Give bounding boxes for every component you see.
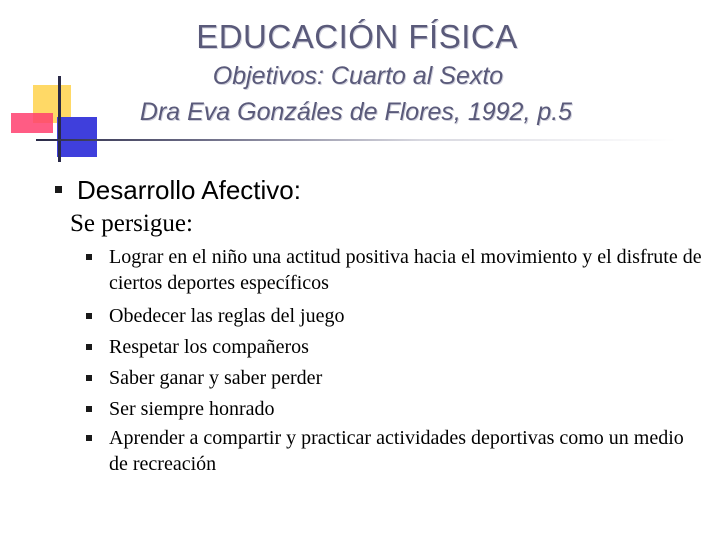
list-item	[86, 244, 706, 296]
square-bullet-icon	[86, 375, 92, 381]
slide-title: EDUCACIÓN FÍSICA	[196, 18, 518, 55]
list-item	[86, 332, 706, 363]
section-heading: Desarrollo Afectivo:	[77, 175, 301, 205]
objectives-list	[86, 244, 706, 482]
list-item-text: Aprender a compartir y practicar actividades deportivas como un medio de recreación	[109, 427, 684, 475]
intro-text: Se persigue:	[70, 210, 193, 237]
square-bullet-icon	[55, 186, 62, 193]
square-bullet-icon	[86, 406, 92, 412]
square-bullet-icon	[86, 435, 92, 441]
list-item-text: Saber ganar y saber perder	[109, 367, 323, 389]
list-item	[86, 394, 706, 425]
list-item	[86, 301, 706, 332]
square-bullet-icon	[86, 344, 92, 350]
slide-subtitle-1: Objetivos: Cuarto al Sexto	[212, 62, 504, 90]
list-item-text: Obedecer las reglas del juego	[109, 305, 345, 327]
slide-subtitle-2: Dra Eva Gonzáles de Flores, 1992, p.5	[139, 98, 573, 126]
list-item-text: Respetar los compañeros	[109, 336, 309, 358]
list-item	[86, 363, 706, 394]
list-item-text: Lograr en el niño una actitud positiva hacia el movimiento y el disfrute de ciertos deportes específicos	[109, 246, 702, 294]
list-item	[86, 425, 706, 477]
square-bullet-icon	[86, 254, 92, 260]
list-item-text: Ser siempre honrado	[109, 398, 275, 420]
horizontal-rule	[36, 139, 676, 141]
square-bullet-icon	[86, 313, 92, 319]
